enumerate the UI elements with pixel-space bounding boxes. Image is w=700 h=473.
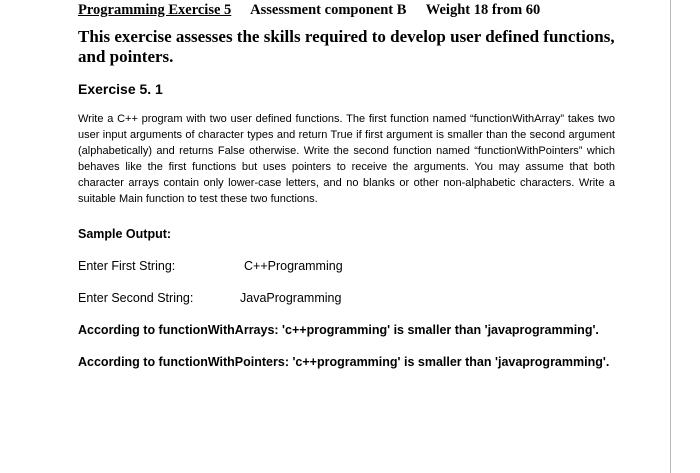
sample-input-row [78, 259, 343, 273]
sample-input-label: Enter Second String: [78, 291, 194, 305]
weight-label: Weight 18 from 60 [425, 2, 541, 18]
exercise-heading: Exercise 5. 1 [78, 81, 163, 97]
document-header [78, 2, 540, 19]
exercise-title: Programming Exercise 5 [78, 2, 232, 18]
sample-input-row [78, 291, 341, 305]
exercise-subtitle: This exercise assesses the skills required to develop user defined functions, and pointers. [78, 27, 615, 66]
sample-input-label: Enter First String: [78, 259, 176, 273]
sample-input-value: JavaProgramming [240, 291, 342, 305]
page-edge-divider [670, 0, 671, 473]
sample-result-line: According to functionWithPointers: 'c++programming' is smaller than 'javaprogramming'. [78, 355, 610, 369]
sample-output-heading: Sample Output: [78, 227, 172, 241]
assessment-component: Assessment component B [250, 2, 407, 18]
exercise-description: Write a C++ program with two user defined functions. The first function named “functionWithArray” takes two user input arguments of character types and return True if first argument is smaller than the second argument (alphabetically) and returns False otherwise. Write the second function named “functionWithPointers” which behaves like the first functions but uses pointers to receive the arguments. You may assume that both character arrays contain only lower-case letters, and no blanks or other non-alphabetic characters. Write a suitable Main function to test these two functions. [78, 113, 615, 205]
sample-result-line: According to functionWithArrays: 'c++programming' is smaller than 'javaprogramming'. [78, 323, 599, 337]
sample-input-value: C++Programming [244, 259, 343, 273]
